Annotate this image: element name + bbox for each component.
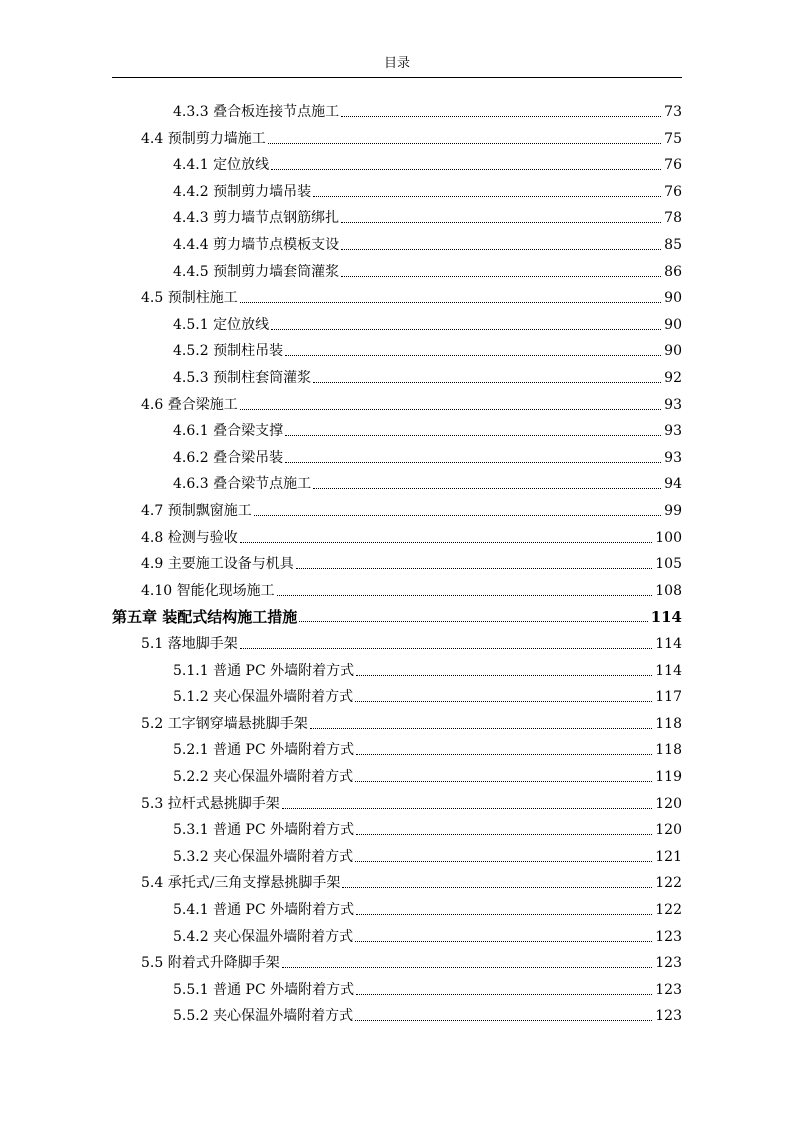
- toc-entry-title: 5.3.1 普通 PC 外墙附着方式: [173, 822, 355, 839]
- toc-entry-title: 4.4.5 预制剪力墙套筒灌浆: [173, 263, 340, 280]
- toc-dot-leader: [355, 941, 652, 942]
- toc-dot-leader: [285, 355, 661, 356]
- toc-entry-level-2[interactable]: [141, 285, 682, 307]
- toc-entry-level-3[interactable]: [173, 152, 682, 174]
- toc-dot-leader: [285, 435, 661, 436]
- toc-entry-page-number: 121: [655, 848, 682, 865]
- toc-entry-level-2[interactable]: [141, 498, 682, 520]
- toc-dot-leader: [254, 515, 661, 516]
- toc-entry-level-3[interactable]: [173, 977, 682, 999]
- toc-entry-page-number: 114: [650, 608, 682, 627]
- toc-entry-level-2[interactable]: [141, 631, 682, 653]
- toc-entry-title: 5.2.1 普通 PC 外墙附着方式: [173, 742, 355, 759]
- toc-entry-page-number: 122: [655, 902, 682, 918]
- toc-entry-title: 4.6 叠合梁施工: [141, 396, 238, 413]
- toc-entry-title: 第五章 装配式结构施工措施: [112, 608, 298, 627]
- toc-entry-title: 5.5.2 夹心保温外墙附着方式: [173, 1008, 354, 1025]
- toc-dot-leader: [299, 621, 647, 622]
- toc-entry-page-number: 90: [664, 316, 682, 333]
- toc-entry-page-number: 120: [655, 795, 682, 812]
- toc-entry-page-number: 94: [664, 476, 682, 493]
- toc-entry-level-3[interactable]: [173, 684, 682, 706]
- toc-entry-level-3[interactable]: [173, 897, 682, 919]
- toc-entry-level-3[interactable]: [173, 924, 682, 946]
- toc-dot-leader: [341, 116, 661, 117]
- toc-entry-title: 5.1.1 普通 PC 外墙附着方式: [173, 662, 355, 679]
- toc-dot-leader: [356, 994, 652, 995]
- toc-entry-title: 5.1.2 夹心保温外墙附着方式: [173, 689, 354, 706]
- toc-dot-leader: [356, 675, 652, 676]
- toc-entry-page-number: 85: [664, 237, 682, 253]
- toc-dot-leader: [240, 409, 661, 410]
- toc-entry-title: 4.5 预制柱施工: [141, 290, 238, 307]
- toc-entry-title: 5.4.2 夹心保温外墙附着方式: [173, 928, 354, 945]
- toc-entry-level-2[interactable]: [141, 578, 682, 600]
- toc-entry-title: 4.6.3 叠合梁节点施工: [173, 476, 312, 493]
- toc-dot-leader: [268, 143, 661, 144]
- toc-entry-page-number: 76: [664, 183, 682, 200]
- toc-entry-title: 5.3.2 夹心保温外墙附着方式: [173, 848, 354, 865]
- toc-entry-level-3[interactable]: [173, 99, 682, 121]
- toc-dot-leader: [342, 887, 652, 888]
- toc-entry-page-number: 123: [655, 955, 682, 972]
- toc-entry-page-number: 76: [664, 157, 682, 174]
- toc-entry-page-number: 123: [655, 981, 682, 998]
- toc-entry-page-number: 108: [655, 582, 682, 599]
- toc-dot-leader: [271, 329, 661, 330]
- toc-entry-page-number: 75: [664, 130, 682, 147]
- toc-entry-title: 5.4.1 普通 PC 外墙附着方式: [173, 902, 355, 918]
- toc-dot-leader: [356, 754, 652, 755]
- toc-entry-title: 4.4.1 定位放线: [173, 157, 270, 174]
- toc-entry-level-2[interactable]: [141, 711, 682, 733]
- toc-entry-page-number: 120: [655, 822, 682, 839]
- toc-entry-title: 5.5 附着式升降脚手架: [141, 955, 280, 972]
- toc-entry-title: 4.10 智能化现场施工: [141, 582, 275, 599]
- toc-entry-title: 4.5.1 定位放线: [173, 316, 270, 333]
- toc-dot-leader: [271, 169, 661, 170]
- toc-entry-page-number: 118: [655, 715, 682, 732]
- toc-entry-level-3[interactable]: [173, 445, 682, 467]
- toc-entry-page-number: 122: [655, 875, 682, 892]
- toc-entry-page-number: 90: [664, 343, 682, 360]
- toc-entry-level-3[interactable]: [173, 179, 682, 201]
- toc-entry-page-number: 114: [655, 662, 682, 679]
- toc-dot-leader: [355, 1020, 652, 1021]
- toc-entry-title: 5.2 工字钢穿墙悬挑脚手架: [141, 715, 308, 732]
- toc-entry-level-2[interactable]: [141, 525, 682, 547]
- toc-entry-page-number: 92: [664, 370, 682, 386]
- toc-entry-level-3[interactable]: [173, 259, 682, 281]
- toc-dot-leader: [313, 488, 661, 489]
- toc-entry-level-2[interactable]: [141, 870, 682, 892]
- toc-entry-title: 4.6.2 叠合梁吊装: [173, 449, 284, 466]
- toc-dot-leader: [240, 542, 653, 543]
- toc-entry-title: 4.9 主要施工设备与机具: [141, 556, 294, 573]
- toc-entry-level-3[interactable]: [173, 418, 682, 440]
- toc-entry-page-number: 99: [664, 503, 682, 519]
- toc-entry-title: 5.3 拉杆式悬挑脚手架: [141, 795, 280, 812]
- toc-entry-title: 4.8 检测与验收: [141, 529, 238, 546]
- toc-dot-leader: [341, 276, 661, 277]
- toc-dot-leader: [355, 861, 652, 862]
- toc-dot-leader: [355, 701, 652, 702]
- toc-entry-page-number: 100: [655, 529, 682, 546]
- toc-dot-leader: [240, 648, 653, 649]
- toc-entry-page-number: 93: [664, 423, 682, 440]
- toc-dot-leader: [310, 728, 653, 729]
- toc-entry-page-number: 93: [664, 449, 682, 466]
- toc-entry-level-3[interactable]: [173, 312, 682, 334]
- toc-entry-page-number: 93: [664, 396, 682, 413]
- toc-entry-level-3[interactable]: [173, 1003, 682, 1025]
- toc-entry-level-2[interactable]: [141, 791, 682, 813]
- toc-entry-page-number: 78: [664, 210, 682, 227]
- toc-entry-level-3[interactable]: [173, 338, 682, 360]
- toc-entry-level-3[interactable]: [173, 232, 682, 254]
- toc-entry-page-number: 90: [664, 290, 682, 307]
- toc-entry-title: 4.4 预制剪力墙施工: [141, 130, 266, 147]
- toc-entry-level-2[interactable]: [141, 392, 682, 414]
- toc-entry-page-number: 73: [664, 104, 682, 120]
- toc-dot-leader: [282, 808, 653, 809]
- toc-entry-title: 4.6.1 叠合梁支撑: [173, 423, 284, 440]
- toc-dot-leader: [240, 302, 661, 303]
- toc-entry-page-number: 86: [664, 263, 682, 280]
- header-divider: [112, 77, 682, 78]
- toc-dot-leader: [313, 382, 661, 383]
- toc-dot-leader: [356, 914, 652, 915]
- toc-entry-level-3[interactable]: [173, 817, 682, 839]
- toc-entry-title: 5.2.2 夹心保温外墙附着方式: [173, 769, 354, 785]
- toc-entry-level-1[interactable]: [112, 604, 682, 626]
- toc-entry-title: 4.5.2 预制柱吊装: [173, 343, 284, 360]
- toc-entry-level-2[interactable]: [141, 551, 682, 573]
- toc-entry-level-3[interactable]: [173, 737, 682, 759]
- toc-dot-leader: [277, 595, 653, 596]
- toc-entry-title: 4.7 预制飘窗施工: [141, 503, 252, 519]
- toc-entry-level-2[interactable]: [141, 950, 682, 972]
- toc-entry-level-3[interactable]: [173, 658, 682, 680]
- toc-dot-leader: [313, 196, 661, 197]
- toc-entry-title: 5.1 落地脚手架: [141, 636, 238, 652]
- toc-entry-level-3[interactable]: [173, 764, 682, 786]
- toc-dot-leader: [285, 462, 661, 463]
- toc-entry-level-3[interactable]: [173, 471, 682, 493]
- toc-entry-level-2[interactable]: [141, 126, 682, 148]
- toc-entry-page-number: 123: [655, 928, 682, 945]
- toc-entry-title: 5.4 承托式/三角支撑悬挑脚手架: [141, 875, 341, 892]
- toc-entry-level-3[interactable]: [173, 205, 682, 227]
- page-header-title: 目录: [383, 56, 410, 71]
- toc-entry-page-number: 123: [655, 1008, 682, 1025]
- toc-dot-leader: [341, 222, 661, 223]
- toc-entry-page-number: 119: [655, 769, 682, 785]
- toc-entry-page-number: 118: [655, 742, 682, 759]
- toc-dot-leader: [341, 249, 661, 250]
- toc-dot-leader: [356, 834, 652, 835]
- toc-entry-page-number: 105: [655, 556, 682, 573]
- toc-entry-title: 5.5.1 普通 PC 外墙附着方式: [173, 981, 355, 998]
- toc-entry-title: 4.4.2 预制剪力墙吊装: [173, 183, 312, 200]
- toc-dot-leader: [296, 568, 653, 569]
- toc-entry-level-3[interactable]: [173, 844, 682, 866]
- toc-entry-title: 4.4.4 剪力墙节点模板支设: [173, 237, 340, 253]
- toc-entry-page-number: 117: [655, 689, 682, 706]
- toc-dot-leader: [355, 781, 652, 782]
- toc-entry-title: 4.3.3 叠合板连接节点施工: [173, 104, 340, 120]
- toc-entry-level-3[interactable]: [173, 365, 682, 387]
- toc-dot-leader: [282, 967, 653, 968]
- toc-entry-page-number: 114: [655, 636, 682, 652]
- toc-entry-title: 4.4.3 剪力墙节点钢筋绑扎: [173, 210, 340, 227]
- toc-entry-title: 4.5.3 预制柱套筒灌浆: [173, 370, 312, 386]
